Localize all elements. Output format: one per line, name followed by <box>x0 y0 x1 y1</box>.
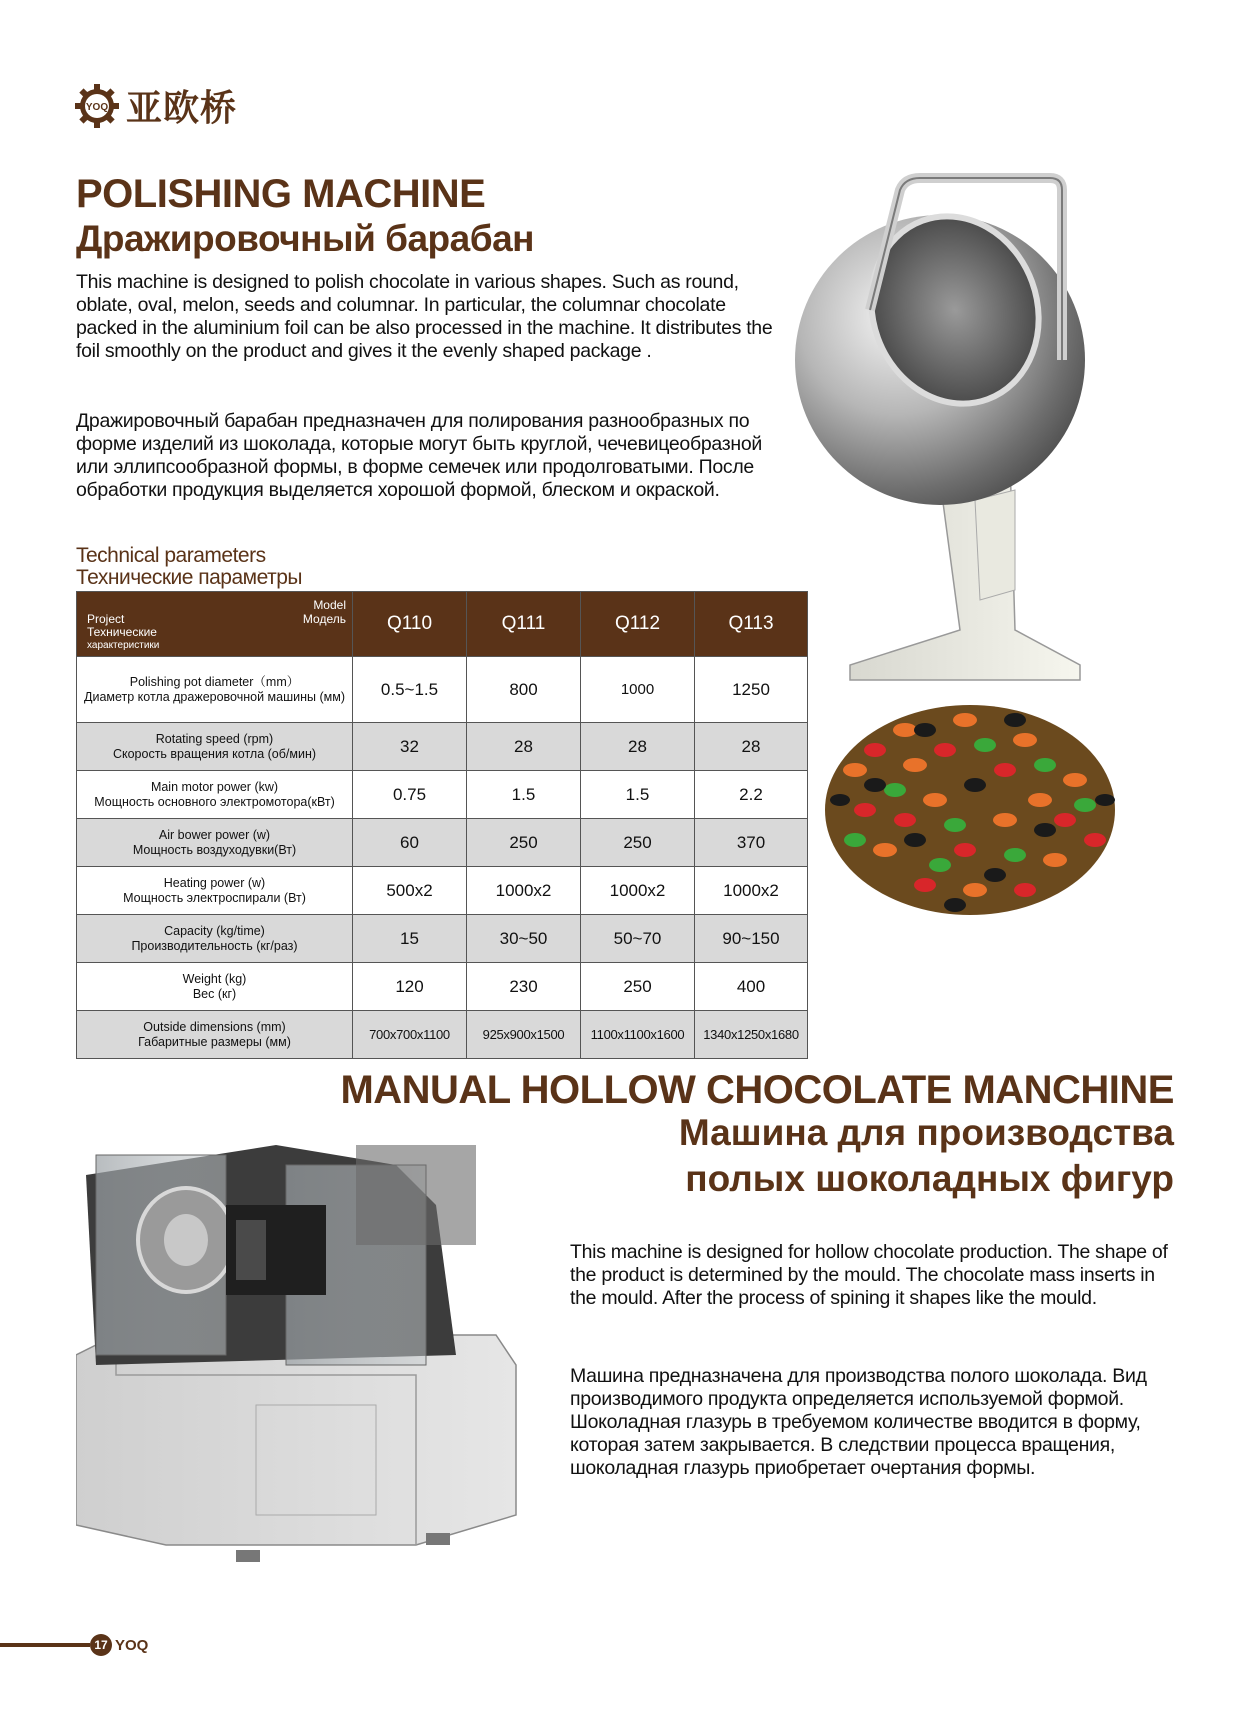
table-cell: 90~150 <box>695 915 808 963</box>
table-cell: 925x900x1500 <box>467 1011 581 1059</box>
section1-title-ru: Дражировочный барабан <box>76 218 534 259</box>
table-cell: 120 <box>353 963 467 1011</box>
table-cell: 28 <box>467 723 581 771</box>
row-label-ru: Скорость вращения котла (об/мин) <box>112 746 317 761</box>
row-label <box>77 915 353 963</box>
section1-description-ru: Дражировочный барабан предназначен для полирования разнообразных по форме изделий из шоколада, которые могут быть круглой, чечевицеобразной или эллипсообразной формы, в форме семечек или продолговатыми. После обработки продукция выделяется хорошой формой, блеском и окраской. <box>76 410 762 501</box>
row-label-en: Capacity (kg/time) <box>164 923 265 938</box>
colored-candies-image <box>815 690 1125 930</box>
table-cell: 60 <box>353 819 467 867</box>
row-label-en: Rotating speed (rpm) <box>155 731 274 746</box>
table-row <box>77 963 808 1011</box>
section1-title-en: POLISHING MACHINE <box>76 172 486 216</box>
table-cell: 400 <box>695 963 808 1011</box>
row-label <box>77 657 353 723</box>
project-label-en: Project <box>87 612 125 626</box>
row-label-ru: Производительность (кг/раз) <box>131 938 298 953</box>
row-label-en: Main motor power (kw) <box>150 779 279 794</box>
footer-brand: YOQ <box>115 1637 149 1654</box>
table-cell: 1.5 <box>467 771 581 819</box>
row-label-ru: Вес (кг) <box>192 986 237 1001</box>
row-label-ru: Диаметр котла дражеровочной машины (мм) <box>84 689 345 704</box>
page-number: 17 <box>90 1634 112 1656</box>
row-label-ru: Габаритные размеры (мм) <box>138 1034 291 1049</box>
project-label-ru: Технические <box>87 625 157 639</box>
table-header-row <box>77 592 808 657</box>
table-cell: 370 <box>695 819 808 867</box>
table-cell: 30~50 <box>467 915 581 963</box>
row-label-en: Polishing pot diameter（mm） <box>129 674 300 689</box>
row-label-ru: Мощность основного электромотора(кВт) <box>94 794 335 809</box>
table-cell: 500x2 <box>353 867 467 915</box>
hollow-chocolate-machine-image <box>76 1125 546 1565</box>
table-row <box>77 1011 808 1059</box>
table-cell: 0.5~1.5 <box>353 657 467 723</box>
table-cell: 1340x1250x1680 <box>695 1011 808 1059</box>
row-label-en: Heating power (w) <box>163 875 266 890</box>
tech-params-heading-ru: Технические параметры <box>76 566 302 589</box>
table-cell: 2.2 <box>695 771 808 819</box>
row-label-en: Weight (kg) <box>182 971 247 986</box>
table-cell: 1000x2 <box>695 867 808 915</box>
table-row <box>77 915 808 963</box>
section2-description-en: This machine is designed for hollow chocolate production. The shape of the product is determined by the mould. The chocolate mass inserts in the mould. After the process of spining it shapes like the mould. <box>570 1241 1168 1309</box>
table-cell: 250 <box>581 963 695 1011</box>
logo-badge-text: YOQ <box>85 101 109 113</box>
model-header-cell: Q113 <box>695 592 808 657</box>
row-label-ru: Мощность воздуходувки(Вт) <box>132 842 297 857</box>
table-cell: 0.75 <box>353 771 467 819</box>
row-label <box>77 819 353 867</box>
table-cell: 15 <box>353 915 467 963</box>
row-label-en: Outside dimensions (mm) <box>143 1019 286 1034</box>
polishing-machine-image <box>790 160 1150 720</box>
model-label-en: Model <box>313 598 346 612</box>
section2-title-en: MANUAL HOLLOW CHOCOLATE MANCHINE <box>340 1068 1174 1112</box>
model-header-cell: Q111 <box>467 592 581 657</box>
table-cell: 1000x2 <box>467 867 581 915</box>
model-label-ru: Модель <box>302 612 346 626</box>
row-label <box>77 771 353 819</box>
tech-params-heading-en: Technical parameters <box>76 544 266 567</box>
table-row <box>77 819 808 867</box>
table-row <box>77 867 808 915</box>
table-cell: 250 <box>467 819 581 867</box>
table-cell: 230 <box>467 963 581 1011</box>
table-cell: 1250 <box>695 657 808 723</box>
row-label <box>77 723 353 771</box>
technical-parameters-table <box>76 591 808 1059</box>
section2-title-ru-line1: Машина для производства <box>678 1112 1174 1153</box>
table-cell: 28 <box>695 723 808 771</box>
section2-title-ru-line2: полых шоколадных фигур <box>685 1158 1174 1199</box>
table-cell: 1.5 <box>581 771 695 819</box>
table-corner-cell <box>77 592 353 657</box>
row-label <box>77 963 353 1011</box>
table-row <box>77 771 808 819</box>
row-label <box>77 867 353 915</box>
table-row <box>77 723 808 771</box>
gear-icon <box>74 83 120 129</box>
brand-name: 亚欧桥 <box>126 88 238 129</box>
model-header-cell: Q112 <box>581 592 695 657</box>
row-label-ru: Мощность электроспирали (Вт) <box>123 890 306 905</box>
footer-rule <box>0 1643 90 1647</box>
row-label-en: Air bower power (w) <box>158 827 271 842</box>
row-label <box>77 1011 353 1059</box>
table-cell: 1100x1100x1600 <box>581 1011 695 1059</box>
table-cell: 800 <box>467 657 581 723</box>
table-cell: 250 <box>581 819 695 867</box>
table-cell: 1000 <box>581 657 695 723</box>
table-cell: 700x700x1100 <box>353 1011 467 1059</box>
model-header-cell: Q110 <box>353 592 467 657</box>
section1-description-en: This machine is designed to polish chocolate in various shapes. Such as round, oblate, oval, melon, seeds and columnar. In particular, the columnar chocolate packed in the aluminium foil can be also processed in the machine. It distributes the foil smoothly on the product and gives it the evenly shaped package . <box>76 271 773 362</box>
section2-description-ru: Машина предназначена для производства полого шоколада. Вид производимого продукта определяется используемой формой. Шоколадная глазурь в требуемом количестве вводится в форму, которая затем закрывается. В следствии процесса вращения, шоколадная глазурь приобретает очертания формы. <box>570 1365 1147 1479</box>
table-cell: 50~70 <box>581 915 695 963</box>
table-row <box>77 657 808 723</box>
table-cell: 32 <box>353 723 467 771</box>
project-label-ru2: характеристики <box>87 640 160 651</box>
brand-logo <box>74 80 237 131</box>
table-cell: 28 <box>581 723 695 771</box>
table-cell: 1000x2 <box>581 867 695 915</box>
